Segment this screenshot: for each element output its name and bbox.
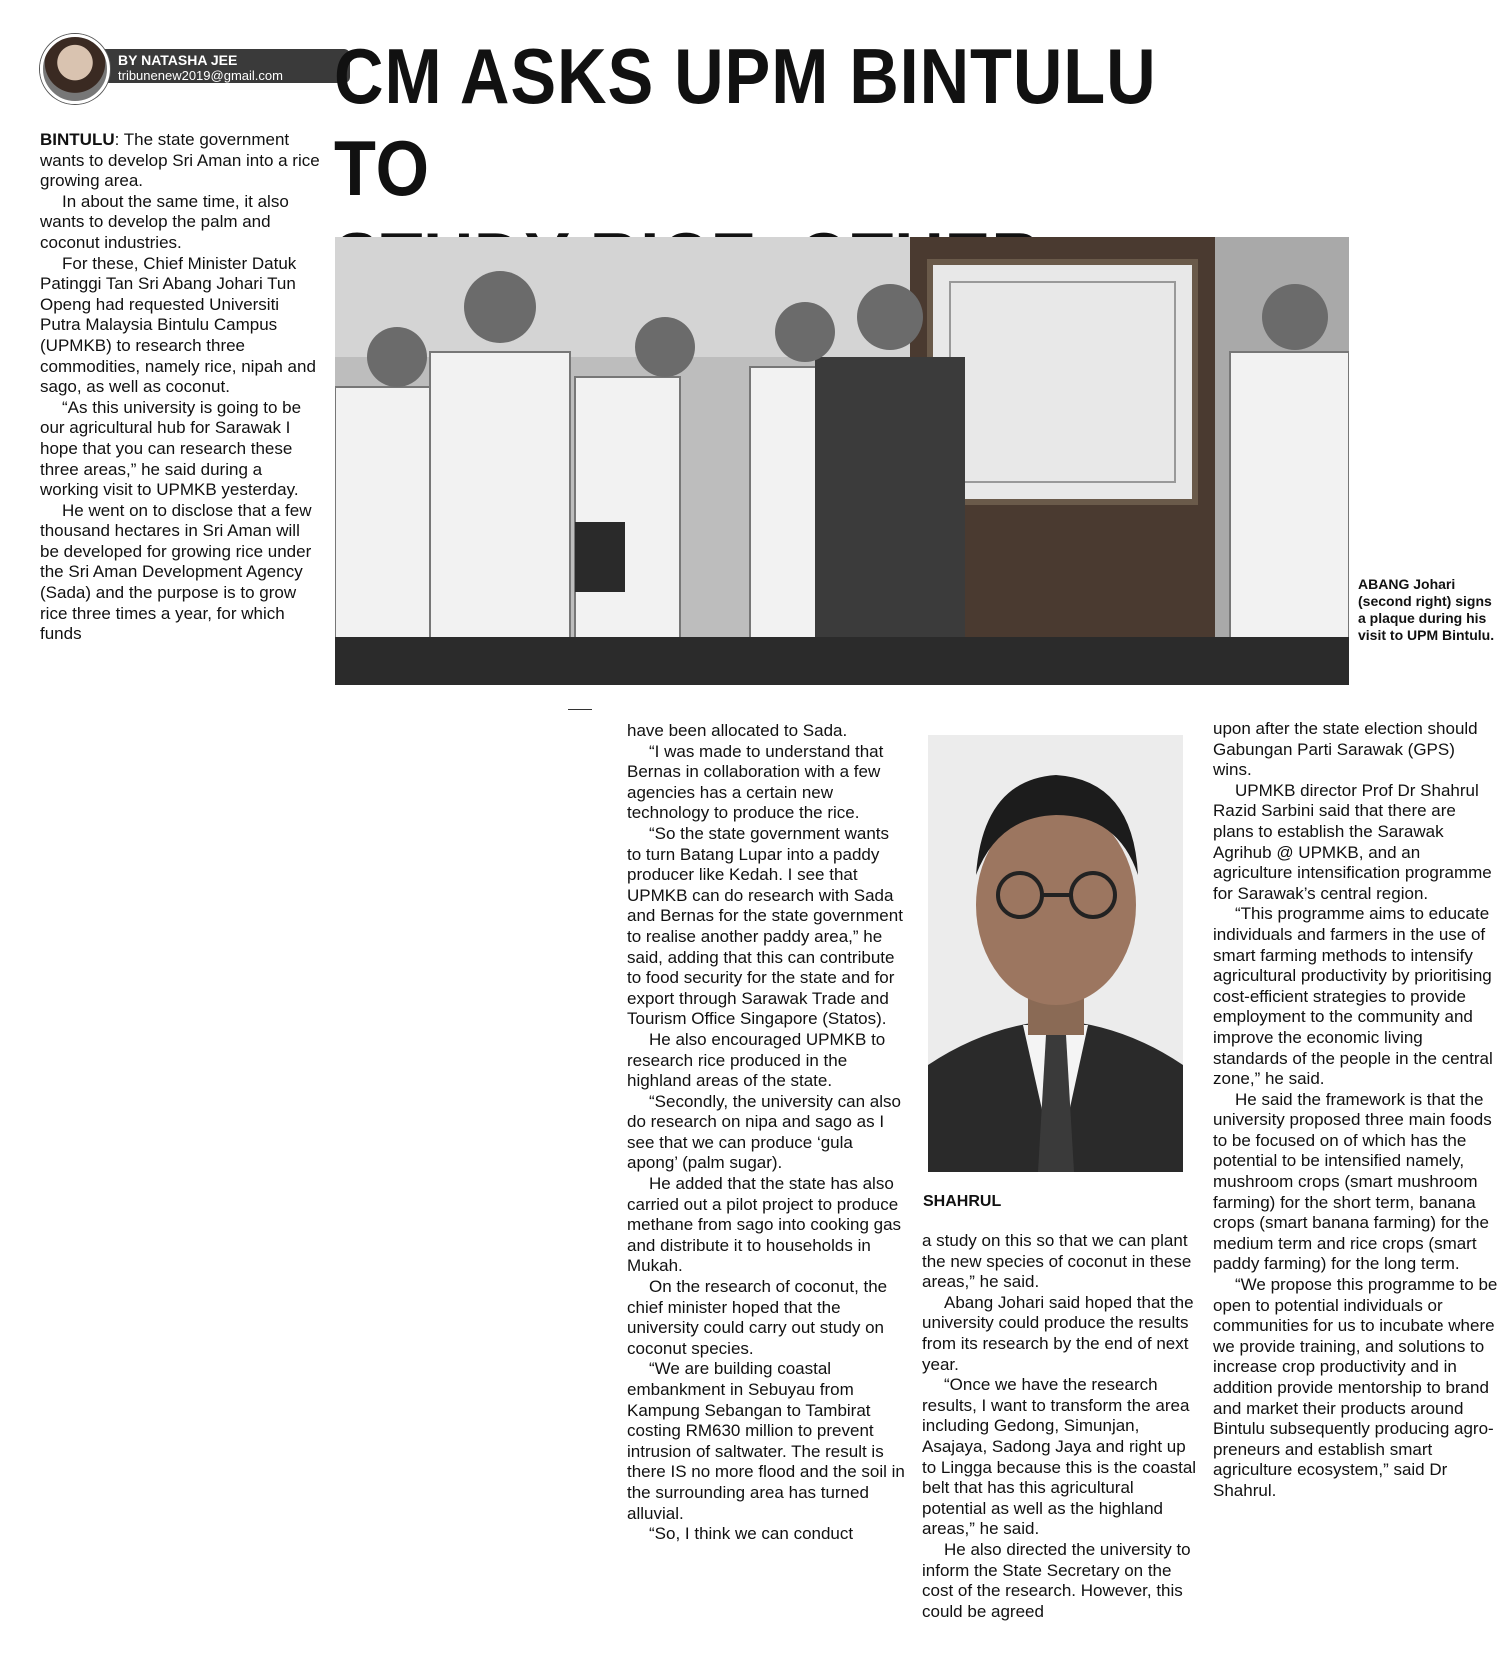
paragraph: “I was made to understand that Bernas in collaboration with a few agencies has a certain new technology to produce the rice.	[627, 741, 884, 823]
author-name: BY NATASHA JEE	[118, 52, 238, 68]
paragraph: “As this university is going to be our agricultural hub for Sarawak I hope that you can research these three areas,” he said during a working visit to UPMKB yesterday.	[40, 397, 302, 500]
paragraph: UPMKB director Prof Dr Shahrul Razid Sarbini said that there are plans to establish the Sarawak Agrihub @ UPMKB, and an agriculture intensification programme for Sarawak’s central region.	[1213, 780, 1492, 903]
paragraph: a study on this so that we can plant the new species of coconut in these areas,” he said.	[922, 1231, 1192, 1292]
paragraph: “Once we have the research results, I want to transform the area including Gedong, Simunjan, Asajaya, Sadong Jaya and right up to Lingga because this is the coastal belt that has this agricultural potential as well as the highland areas,” he said.	[922, 1375, 1197, 1539]
column-divider	[568, 709, 592, 710]
byline	[40, 34, 310, 98]
paragraph: He added that the state has also carried out a pilot project to produce methane from sago into cooking gas and distribute it to households in Mukah.	[627, 1174, 902, 1276]
paragraph: He also encouraged UPMKB to research rice produced in the highland areas of the state.	[627, 1029, 886, 1091]
dateline: BINTULU	[40, 130, 115, 149]
portrait-label: SHAHRUL	[923, 1193, 1002, 1210]
paragraph: upon after the state election should Gabungan Parti Sarawak (GPS) wins.	[1213, 719, 1478, 780]
paragraph: For these, Chief Minister Datuk Patinggi Tan Sri Abang Johari Tun Openg had requested Universiti Putra Malaysia Bintulu Campus (UPMKB) to research three commodities, namely rice, nipah and sago, as well as coconut.	[40, 253, 316, 397]
paragraph: “So the state government wants to turn Batang Lupar into a paddy producer like Kedah. I see that UPMKB can do research with Sada and Bernas for the state government to realise another paddy area,” he said, adding that this can contribute to food security for the state and for export through Sarawak Trade and Tourism Office Singapore (Statos).	[627, 823, 903, 1029]
paragraph: Abang Johari said hoped that the university could produce the results from its research by the end of next year.	[922, 1292, 1194, 1374]
main-photo	[335, 237, 1349, 685]
article-column-3	[922, 1231, 1202, 1622]
paragraph: “We propose this programme to be open to potential individuals or communities for us to incubate where we provide training, and solutions to increase crop productivity and in addition provide mentorship to brand and market their products around Bintulu subsequently producing agro-preneurs and establish smart agriculture ecosystem,” said Dr Shahrul.	[1213, 1275, 1498, 1500]
caption-text: Johari (second right) signs a plaque during his visit to UPM Bintulu.	[1358, 576, 1495, 643]
article-column-2	[627, 721, 907, 1545]
paragraph: On the research of coconut, the chief minister hoped that the university could carry out study on coconut species.	[627, 1277, 888, 1358]
author-avatar	[40, 34, 110, 104]
paragraph	[40, 130, 320, 192]
paragraph-text: : The state government wants to develop Sri Aman into a rice growing area.	[40, 130, 320, 191]
headline-line-1: CM ASKS UPM BINTULU TO	[334, 32, 1157, 212]
article-column-1	[40, 130, 320, 645]
paragraph: He also directed the university to inform the State Secretary on the cost of the research. However, this could be agreed	[922, 1539, 1191, 1621]
paragraph: “This programme aims to educate individuals and farmers in the use of smart farming methods to intensify agricultural productivity by prioritising cost-efficient strategies to provide employment to the community and improve the economic living standards of the people in the central zone,” he said.	[1213, 904, 1493, 1089]
author-email: tribunenew2019@gmail.com	[118, 68, 283, 83]
paragraph: “We are building coastal embankment in Sebuyau from Kampung Sebangan to Tambirat costing RM630 million to prevent intrusion of saltwater. The result is there IS no more flood and the soil in the surrounding area has turned alluvial.	[627, 1359, 905, 1523]
paragraph: He went on to disclose that a few thousand hectares in Sri Aman will be developed for growing rice under the Sri Aman Development Agency (Sada) and the purpose is to grow rice three times a year, for which funds	[40, 500, 312, 644]
photo-caption	[1358, 576, 1496, 644]
portrait-illustration	[928, 735, 1183, 1172]
paragraph: “So, I think we can conduct	[649, 1524, 854, 1544]
paragraph: have been allocated to Sada.	[627, 721, 848, 740]
paragraph: He said the framework is that the university proposed three main foods to be focused on of which has the potential to be intensified namely, mushroom crops (smart mushroom farming) for the short term, banana crops (smart banana farming) for the medium term and rice crops (smart paddy farming) for the long term.	[1213, 1089, 1492, 1274]
article-column-4	[1213, 719, 1498, 1502]
paragraph: In about the same time, it also wants to develop the palm and coconut industries.	[40, 191, 289, 252]
paragraph: “Secondly, the university can also do research on nipa and sago as I see that we can produce ‘gula apong’ (palm sugar).	[627, 1091, 901, 1173]
main-photo-illustration	[335, 237, 1349, 685]
portrait-photo	[928, 735, 1183, 1172]
caption-lead: ABANG	[1358, 576, 1410, 592]
